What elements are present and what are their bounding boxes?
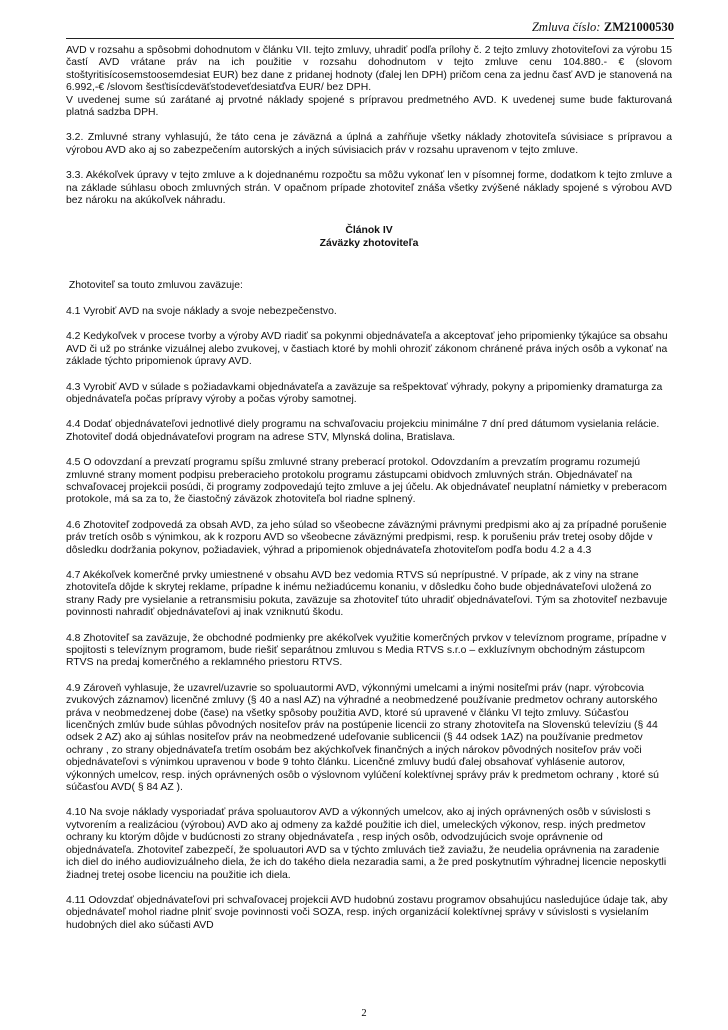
item-4-1: 4.1 Vyrobiť AVD na svoje náklady a svoje nebezpečenstvo. <box>66 305 337 317</box>
item-4-6: 4.6 Zhotoviteľ zodpovedá za obsah AVD, za jeho súlad so všeobecne záväznými právnymi predpismi ako aj za prípadné porušenie práv tretích osôb s výnimkou, ak k rozporu AVD so všeobecne záväznými predpismi, resp. k porušeniu práv tretej osoby dôjde v dôsledku dodržania pokynov, požiadaviek, výhrad a pripomienok objednávateľa zhotoviteľom podľa bodu 4.2 a 4.3 <box>66 519 667 556</box>
page-number: 2 <box>361 1008 367 1019</box>
item-4-2: 4.2 Kedykoľvek v procese tvorby a výroby AVD riadiť sa pokynmi objednávateľa a akceptovať jeho pripomienky týkajúce sa obsahu AVD či už po stránke vizuálnej alebo zvukovej, v častiach ktoré by mohli ohroziť zákonom chránené práva iných osôb a vykonať na základe týchto pripomienok úpravy AVD. <box>66 331 668 368</box>
page-header <box>66 20 674 39</box>
contract-number: ZM21000530 <box>603 20 674 34</box>
paragraph-3-3: 3.3. Akékoľvek úpravy v tejto zmluve a k dojednanému rozpočtu sa môžu vykonať len v písomnej forme, dodatkom k tejto zmluve a na základe súhlasu oboch zmluvných strán. V opačnom prípade zhotoviteľ znáša všetky zvýšené náklady spojené s výrobou AVD bez nároku na akúkoľvek náhradu. <box>66 170 672 207</box>
article-heading <box>66 224 672 250</box>
article-intro: Zhotoviteľ sa touto zmluvou zaväzuje: <box>66 280 243 292</box>
article-number: Článok IV <box>345 225 393 237</box>
item-4-7: 4.7 Akékoľvek komerčné prvky umiestnené v obsahu AVD bez vedomia RTVS sú neprípustné. V prípade, ak z viny na strane zhotoviteľa dôjde k skrytej reklame, prípadne k inému nežiadúcemu konaniu, v dôsledku čoho bude objednávateľovi uložená zo strany Rady pre vysielanie a retransmisiu pokuta, zaväzuje sa zhotoviteľ túto uhradiť objednávateľovi. Tým sa zhotoviteľ nezbavuje povinnosti nahradiť objednávateľovi aj inak vzniknutú škodu. <box>66 569 668 619</box>
item-4-5: 4.5 O odovzdaní a prevzatí programu spíšu zmluvné strany preberací protokol. Odovzdaním a prevzatím programu rozumejú zmluvné strany moment podpisu preberacieho protokolu programu zástupcami obidvoch zmluvných strán. Objednávateľ na schvaľovacej projekcii posúdi, či programy zodpovedajú tejto zmluve a jej účelu. Ak objednávateľ neuplatní námietky v preberacom protokole, má sa za to, že čiastočný záväzok zhotoviteľa bol riadne splnený. <box>66 457 667 506</box>
paragraph-3-2: 3.2. Zmluvné strany vyhlasujú, že táto cena je záväzná a úplná a zahŕňuje všetky náklady zhotoviteľa súvisiace s prípravou a výrobou AVD ako aj so zabezpečením autorských a iných súvisiacich práv v rozsahu upravenom v tejto zmluve. <box>66 132 672 156</box>
paragraph-3-1-continued: AVD v rozsahu a spôsobmi dohodnutom v článku VII. tejto zmluvy, uhradiť podľa prílohy č. 2 tejto zmluvy zhotoviteľovi za výrobu 15 častí AVD vrátane práv na ich použitie v rozsahu dohodnutom v tejto zmluve cenu 104.880.- € (slovom stoštyritisícosemstoosemdesiat EUR) bez dane z pridanej hodnoty (ďalej len DPH) pričom cena za jednu časť AVD je stanovená na 6.992,-€ /slovom šesťtisícdeväťstodeveťdesiatďva EUR/ bez DPH. V uvedenej sume sú zarátané aj prvotné náklady spojené s prípravou predmetného AVD. K uvedenej sume bude fakturovaná platná sadzba DPH. <box>66 45 672 119</box>
article-title: Záväzky zhotoviteľa <box>319 238 419 250</box>
item-4-8: 4.8 Zhotoviteľ sa zaväzuje, že obchodné podmienky pre akékoľvek využitie komerčných prvkov v televíznom programe, prípadne v spojitosti s televíznym programom, bude riešiť separátnou zmluvou s Media RTVS s.r.o – exkluzívnym obchodným zástupcom RTVS na predaj komerčného a reklamného priestoru RTVS. <box>66 632 667 669</box>
item-4-3: 4.3 Vyrobiť AVD v súlade s požiadavkami objednávateľa a zaväzuje sa rešpektovať výhrady, pokyny a pripomienky dramaturga za objednávateľa počas prípravy výroby a počas výroby samotnej. <box>66 381 663 405</box>
item-4-10: 4.10 Na svoje náklady vysporiadať práva spoluautorov AVD a výkonných umelcov, ako aj iných oprávnených osôb v súvislosti s vytvorením a realizáciou (výrobou) AVD ako aj odmeny za každé použitie ich diel, umeleckých výkonov, resp. iných predmetov ochrany ku ktorým dôjde v budúcnosti zo strany objednávateľa , resp iných osôb, odvodzujúcich svoje oprávnenie od objednávateľa. Zhotoviteľ zabezpečí, že spoluautori AVD sa v týchto zmluvách tiež zaviažu, že neudelia oprávnenia na zaradenie ich diel do iného audiovizuálneho diela, že ich do takého diela nezaradia sami, a že pred poskytnutím výhradnej licencie neposkytli žiadnej tretej osobe licenciu na použitie ich diela. <box>66 807 667 881</box>
contract-number-label: Zmluva číslo: <box>531 20 601 34</box>
item-4-9: 4.9 Zároveň vyhlasuje, že uzavrel/uzavrie so spoluautormi AVD, výkonnými umelcami a inými nositeľmi práv (napr. výrobcovia zvukových záznamov) licenčné zmluvy (§ 40 a nasl AZ) na výhradné a neobmedzené používanie predmetov ochrany autorského práva v neobmedzenej dobe (čase) na všetky spôsoby použitia AVD, ktoré sú upravené v článku VI tejto zmluvy. Súčasťou licenčných zmlúv bude súhlas pôvodných nositeľov práv na postúpenie licencii zo strany zhotoviteľa na Slovenskú televíziu (§ 44 odsek 2 AZ) ako aj súhlas nositeľov práv na neobmedzené udeľovanie sublicencii (§ 44 odsek 1AZ) na používanie predmetov ochrany , zo strany objednávateľa tretím osobám bez akýchkoľvek finančných a iných nárokov pôvodných nositeľov práv voči objednávateľovi s výnimkou upravenou v bode 9 tohto článku. Licenčné zmluvy budú ďalej obsahovať vyhlásenie autorov, výkonných umelcov, resp. iných oprávnených osôb o výslovnom vylúčení kolektívnej správy práv k predmetom ochrany , ktoré sú súčasťou AVD( § 84 AZ ). <box>66 682 659 794</box>
item-4-4: 4.4 Dodať objednávateľovi jednotlivé diely programu na schvaľovaciu projekciu minimálne 7 dní pred dátumom vysielania relácie. Zhotoviteľ dodá objednávateľovi program na adrese STV, Mlynská dolina, Bratislava. <box>66 419 660 443</box>
item-4-11: 4.11 Odovzdať objednávateľovi pri schvaľovacej projekcii AVD hudobnú zostavu programov obsahujúcu nasledujúce údaje tak, aby objednávateľ mohol riadne plniť svoje povinnosti voči SOZA, resp. iných organizácií kolektívnej správy v súvislosti s vysielaním hudobných diel ako súčasti AVD <box>66 894 668 931</box>
